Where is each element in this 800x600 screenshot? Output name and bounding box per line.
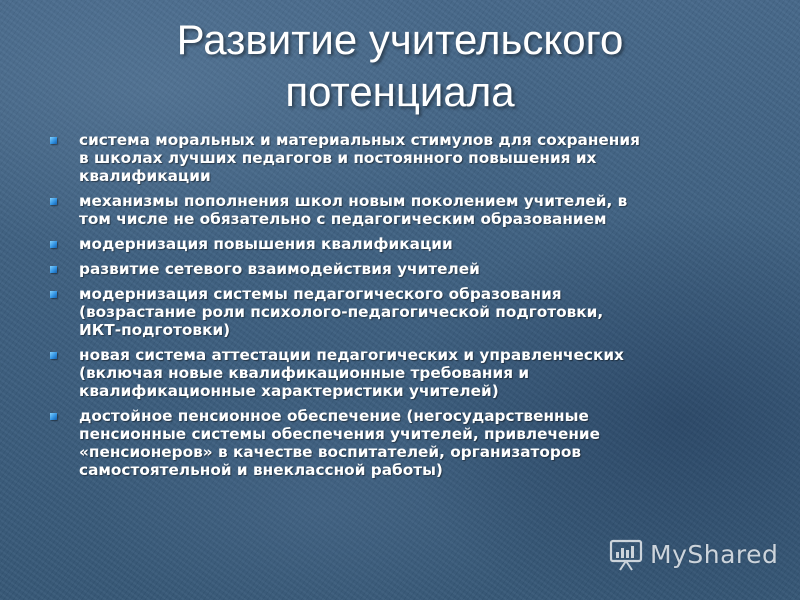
bullet-text-line: квалификации — [79, 167, 211, 185]
square-bullet-icon — [50, 241, 57, 248]
bullet-item — [47, 346, 752, 400]
bullet-text-line: ИКТ-подготовки) — [79, 321, 231, 339]
slide-title-line: Развитие учительского — [176, 16, 624, 63]
bullet-text-line: самостоятельной и внеклассной работы) — [79, 461, 443, 479]
square-bullet-icon — [50, 266, 57, 273]
slide-title-line: потенциала — [285, 68, 515, 115]
slide-title — [0, 14, 800, 118]
bullet-text-line: механизмы пополнения школ новым поколением учителей, в — [79, 192, 628, 210]
bullet-item — [47, 192, 752, 228]
bullet-item — [47, 131, 752, 185]
bullet-item — [47, 235, 752, 253]
bullet-list — [47, 131, 752, 486]
bullet-text-line: квалификационные характеристики учителей) — [79, 382, 499, 400]
bullet-text-line: том числе не обязательно с педагогическим образованием — [79, 210, 607, 228]
bullet-text-line: пенсионные системы обеспечения учителей, привлечение — [79, 425, 601, 443]
bullet-text-line: модернизация повышения квалификации — [79, 235, 453, 253]
watermark-text: MyShared — [650, 540, 779, 569]
bullet-text-line: новая система аттестации педагогических и управленческих — [79, 346, 624, 364]
bullet-text-line: «пенсионеров» в качестве воспитателей, организаторов — [79, 443, 582, 461]
square-bullet-icon — [50, 413, 57, 420]
presentation-board-icon — [608, 537, 644, 573]
square-bullet-icon — [50, 137, 57, 144]
myshared-watermark — [608, 535, 778, 575]
bullet-text-line: (включая новые квалификационные требования и — [79, 364, 530, 382]
square-bullet-icon — [50, 352, 57, 359]
square-bullet-icon — [50, 198, 57, 205]
bullet-text-line: в школах лучших педагогов и постоянного повышения их — [79, 149, 597, 167]
bullet-text-line: развитие сетевого взаимодействия учителей — [79, 260, 480, 278]
bullet-text-line: достойное пенсионное обеспечение (негосударственные — [79, 407, 589, 425]
square-bullet-icon — [50, 291, 57, 298]
bullet-item — [47, 260, 752, 278]
bullet-item — [47, 285, 752, 339]
bullet-text-line: (возрастание роли психолого-педагогической подготовки, — [79, 303, 604, 321]
bullet-text-line: модернизация системы педагогического образования — [79, 285, 562, 303]
bullet-item — [47, 407, 752, 479]
bullet-text-line: система моральных и материальных стимулов для сохранения — [79, 131, 640, 149]
